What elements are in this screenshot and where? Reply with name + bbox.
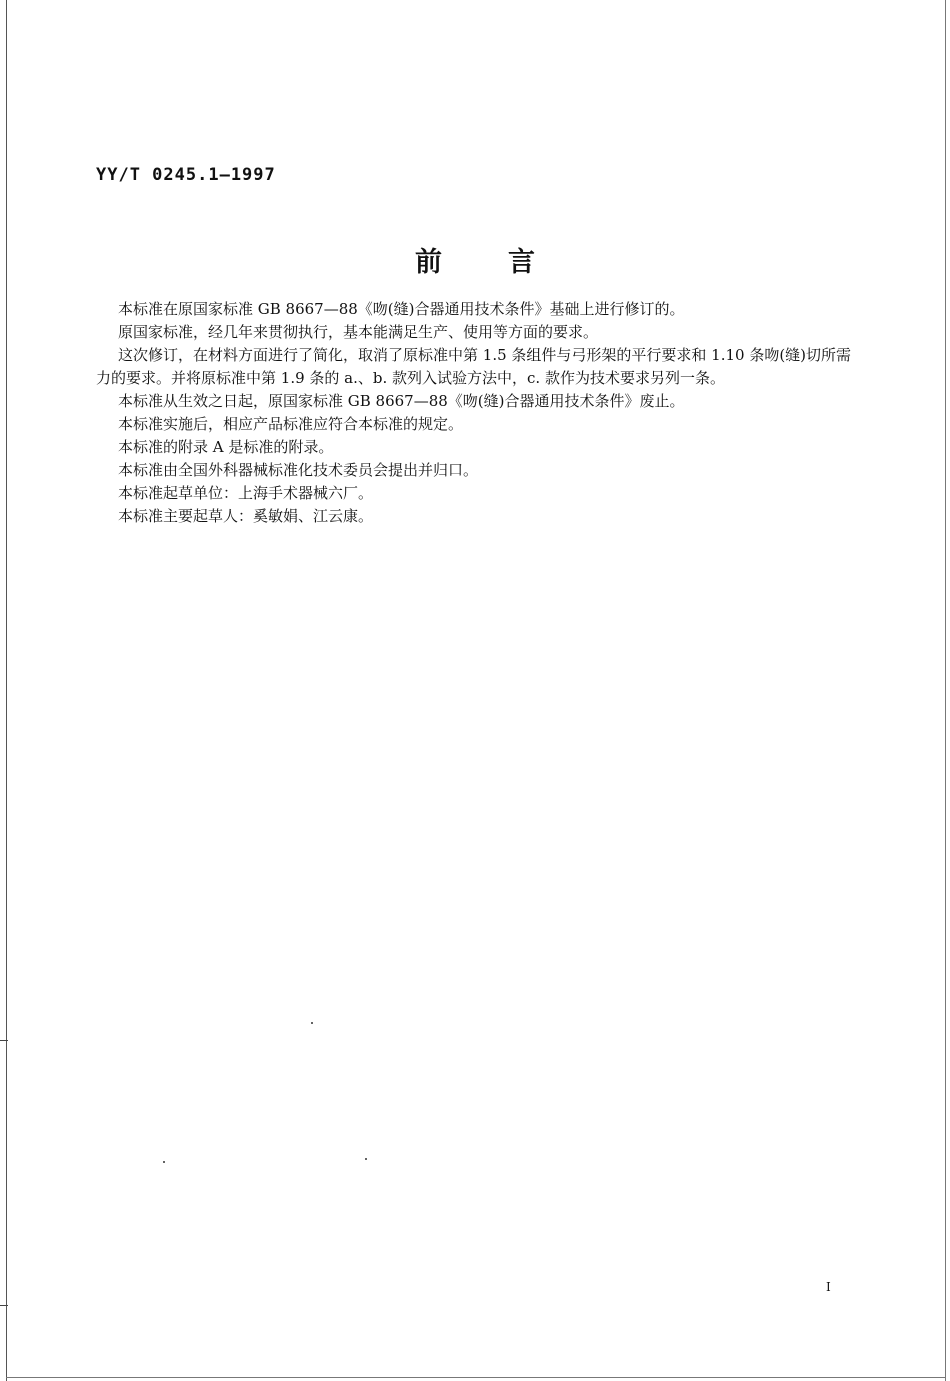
- page-number: I: [826, 1280, 831, 1294]
- paragraph: 本标准起草单位：上海手术器械六厂。: [118, 484, 374, 502]
- paragraph: 原国家标准，经几年来贯彻执行，基本能满足生产、使用等方面的要求。: [118, 323, 599, 341]
- title-char-1: 前: [415, 247, 442, 278]
- page-edge-left: [6, 0, 7, 1381]
- page-title: [0, 240, 950, 279]
- scan-speck: [163, 1161, 165, 1163]
- scan-speck: [365, 1158, 367, 1160]
- title-char-2: 言: [508, 247, 535, 278]
- paragraph: 本标准在原国家标准 GB 8667—88《吻(缝)合器通用技术条件》基础上进行修订的。: [118, 300, 685, 318]
- paragraph: 本标准主要起草人：奚敏娟、江云康。: [118, 507, 374, 525]
- page-edge-right: [945, 0, 946, 1381]
- margin-tick: [0, 1040, 8, 1041]
- paragraph: 本标准由全国外科器械标准化技术委员会提出并归口。: [118, 461, 479, 479]
- paragraph: 本标准从生效之日起，原国家标准 GB 8667—88《吻(缝)合器通用技术条件》废止。: [118, 392, 685, 410]
- scan-speck: [311, 1022, 313, 1024]
- margin-tick: [0, 1305, 8, 1306]
- paragraph: 本标准的附录 A 是标准的附录。: [118, 438, 334, 456]
- page-edge-bottom: [6, 1377, 946, 1378]
- foreword-body: [96, 298, 856, 528]
- paragraph: 本标准实施后，相应产品标准应符合本标准的规定。: [118, 415, 464, 433]
- paragraph: 这次修订，在材料方面进行了简化，取消了原标准中第 1.5 条组件与弓形架的平行要求和 1.10 条吻(缝)切所需力的要求。并将原标准中第 1.9 条的 a.、b. 款列入试验方法中，c. 款作为技术要求另列一条。: [96, 346, 852, 387]
- standard-code: YY/T 0245.1—1997: [96, 165, 276, 185]
